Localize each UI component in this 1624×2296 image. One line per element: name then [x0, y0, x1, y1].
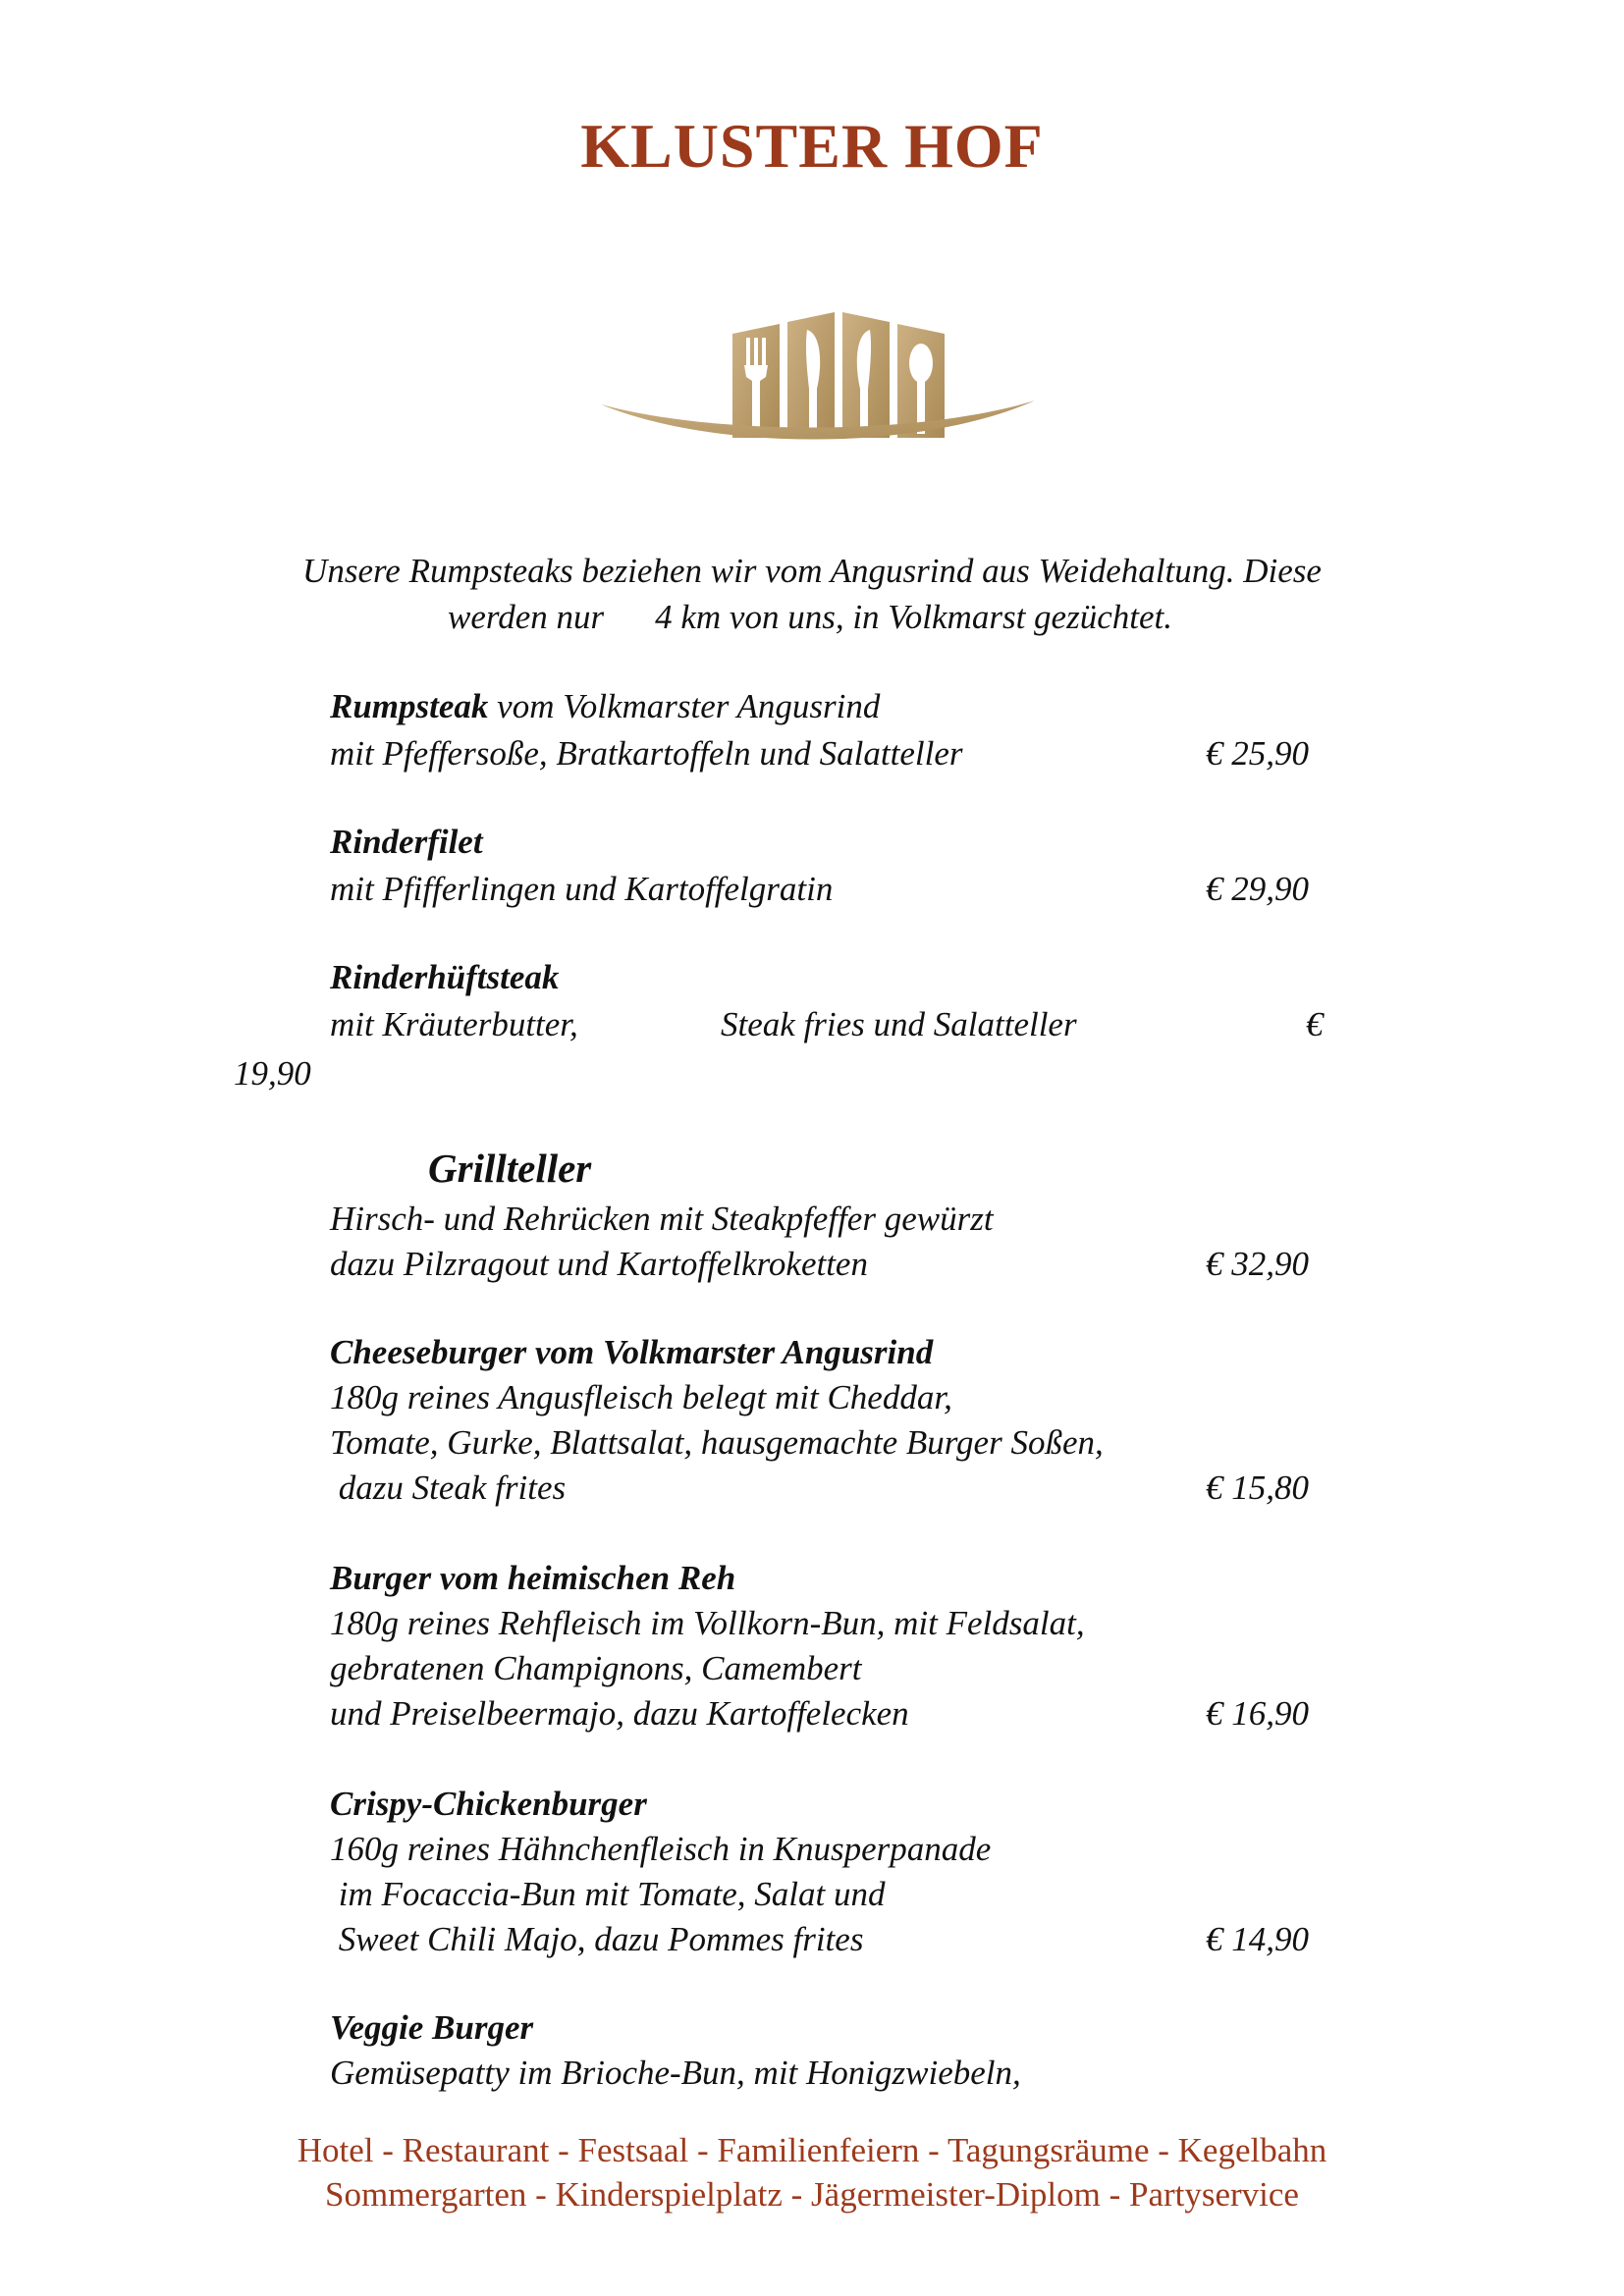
menu-item-description: dazu Pilzragout und Kartoffelkroketten: [330, 1245, 868, 1283]
menu-item-description: Sweet Chili Majo, dazu Pommes frites: [330, 1920, 864, 1958]
page-title: KLUSTER HOF: [580, 111, 1044, 181]
footer-line-2: Sommergarten - Kinderspielplatz - Jägermeister-Diplom - Partyservice: [325, 2175, 1299, 2214]
menu-item-name: Veggie Burger: [330, 2008, 534, 2047]
menu-item-name: Rumpsteak: [330, 687, 489, 725]
cutlery-logo-icon: [597, 294, 1039, 452]
menu-item-name-suffix: vom Volkmarster Angusrind: [488, 687, 881, 725]
intro-text: [0, 548, 1624, 640]
menu-item-description: im Focaccia-Bun mit Tomate, Salat und: [330, 1875, 886, 1913]
menu-item-description: Tomate, Gurke, Blattsalat, hausgemachte Burger Soßen,: [330, 1423, 1104, 1462]
footer-line-1: Hotel - Restaurant - Festsaal - Familienfeiern - Tagungsräume - Kegelbahn: [297, 2131, 1327, 2169]
intro-line-2b: 4 km von uns, in Volkmarst gezüchtet.: [655, 598, 1172, 636]
menu-item-description: mit Pfeffersoße, Bratkartoffeln und Salatteller: [330, 734, 963, 773]
menu-item-price: € 25,90: [1206, 734, 1309, 773]
menu-item-description: Gemüsepatty im Brioche-Bun, mit Honigzwiebeln,: [330, 2054, 1021, 2092]
menu-item-name: Rinderfilet: [330, 823, 483, 861]
menu-item-price: € 14,90: [1206, 1920, 1309, 1958]
menu-item-price: € 16,90: [1206, 1694, 1309, 1733]
menu-item-price: 19,90: [234, 1054, 311, 1093]
menu-item-price-currency: €: [1306, 1005, 1324, 1043]
menu-item-description: 180g reines Rehfleisch im Vollkorn-Bun, mit Feldsalat,: [330, 1604, 1085, 1642]
menu-item-name: Cheeseburger vom Volkmarster Angusrind: [330, 1333, 934, 1371]
menu-item-description: 160g reines Hähnchenfleisch in Knusperpanade: [330, 1830, 992, 1868]
menu-item-description: dazu Steak frites: [330, 1468, 567, 1507]
menu-item-price: € 32,90: [1206, 1245, 1309, 1283]
menu-item-description: Hirsch- und Rehrücken mit Steakpfeffer gewürzt: [330, 1200, 994, 1238]
menu-item-description: Steak fries und Salatteller: [721, 1005, 1077, 1043]
menu-item-name: Crispy-Chickenburger: [330, 1785, 647, 1823]
menu-item-description: gebratenen Champignons, Camembert: [330, 1649, 862, 1687]
intro-line-2a: werden nur: [448, 598, 605, 636]
menu-item-price: € 15,80: [1206, 1468, 1309, 1507]
menu-item-rumpsteak-title: [330, 687, 880, 726]
menu-item-description: mit Kräuterbutter,: [330, 1005, 578, 1043]
intro-line-2: [0, 594, 1622, 640]
intro-line-1: Unsere Rumpsteaks beziehen wir vom Angusrind aus Weidehaltung. Diese: [302, 552, 1322, 590]
menu-item-description: 180g reines Angusfleisch belegt mit Cheddar,: [330, 1378, 952, 1416]
menu-item-price: € 29,90: [1206, 870, 1309, 908]
menu-item-name: Burger vom heimischen Reh: [330, 1559, 736, 1597]
menu-item-description: mit Pfifferlingen und Kartoffelgratin: [330, 870, 834, 908]
footer: [0, 2128, 1624, 2216]
menu-item-name: Grillteller: [428, 1146, 592, 1191]
menu-item-description: und Preiselbeermajo, dazu Kartoffelecken: [330, 1694, 909, 1733]
menu-item-name: Rinderhüftsteak: [330, 958, 560, 996]
